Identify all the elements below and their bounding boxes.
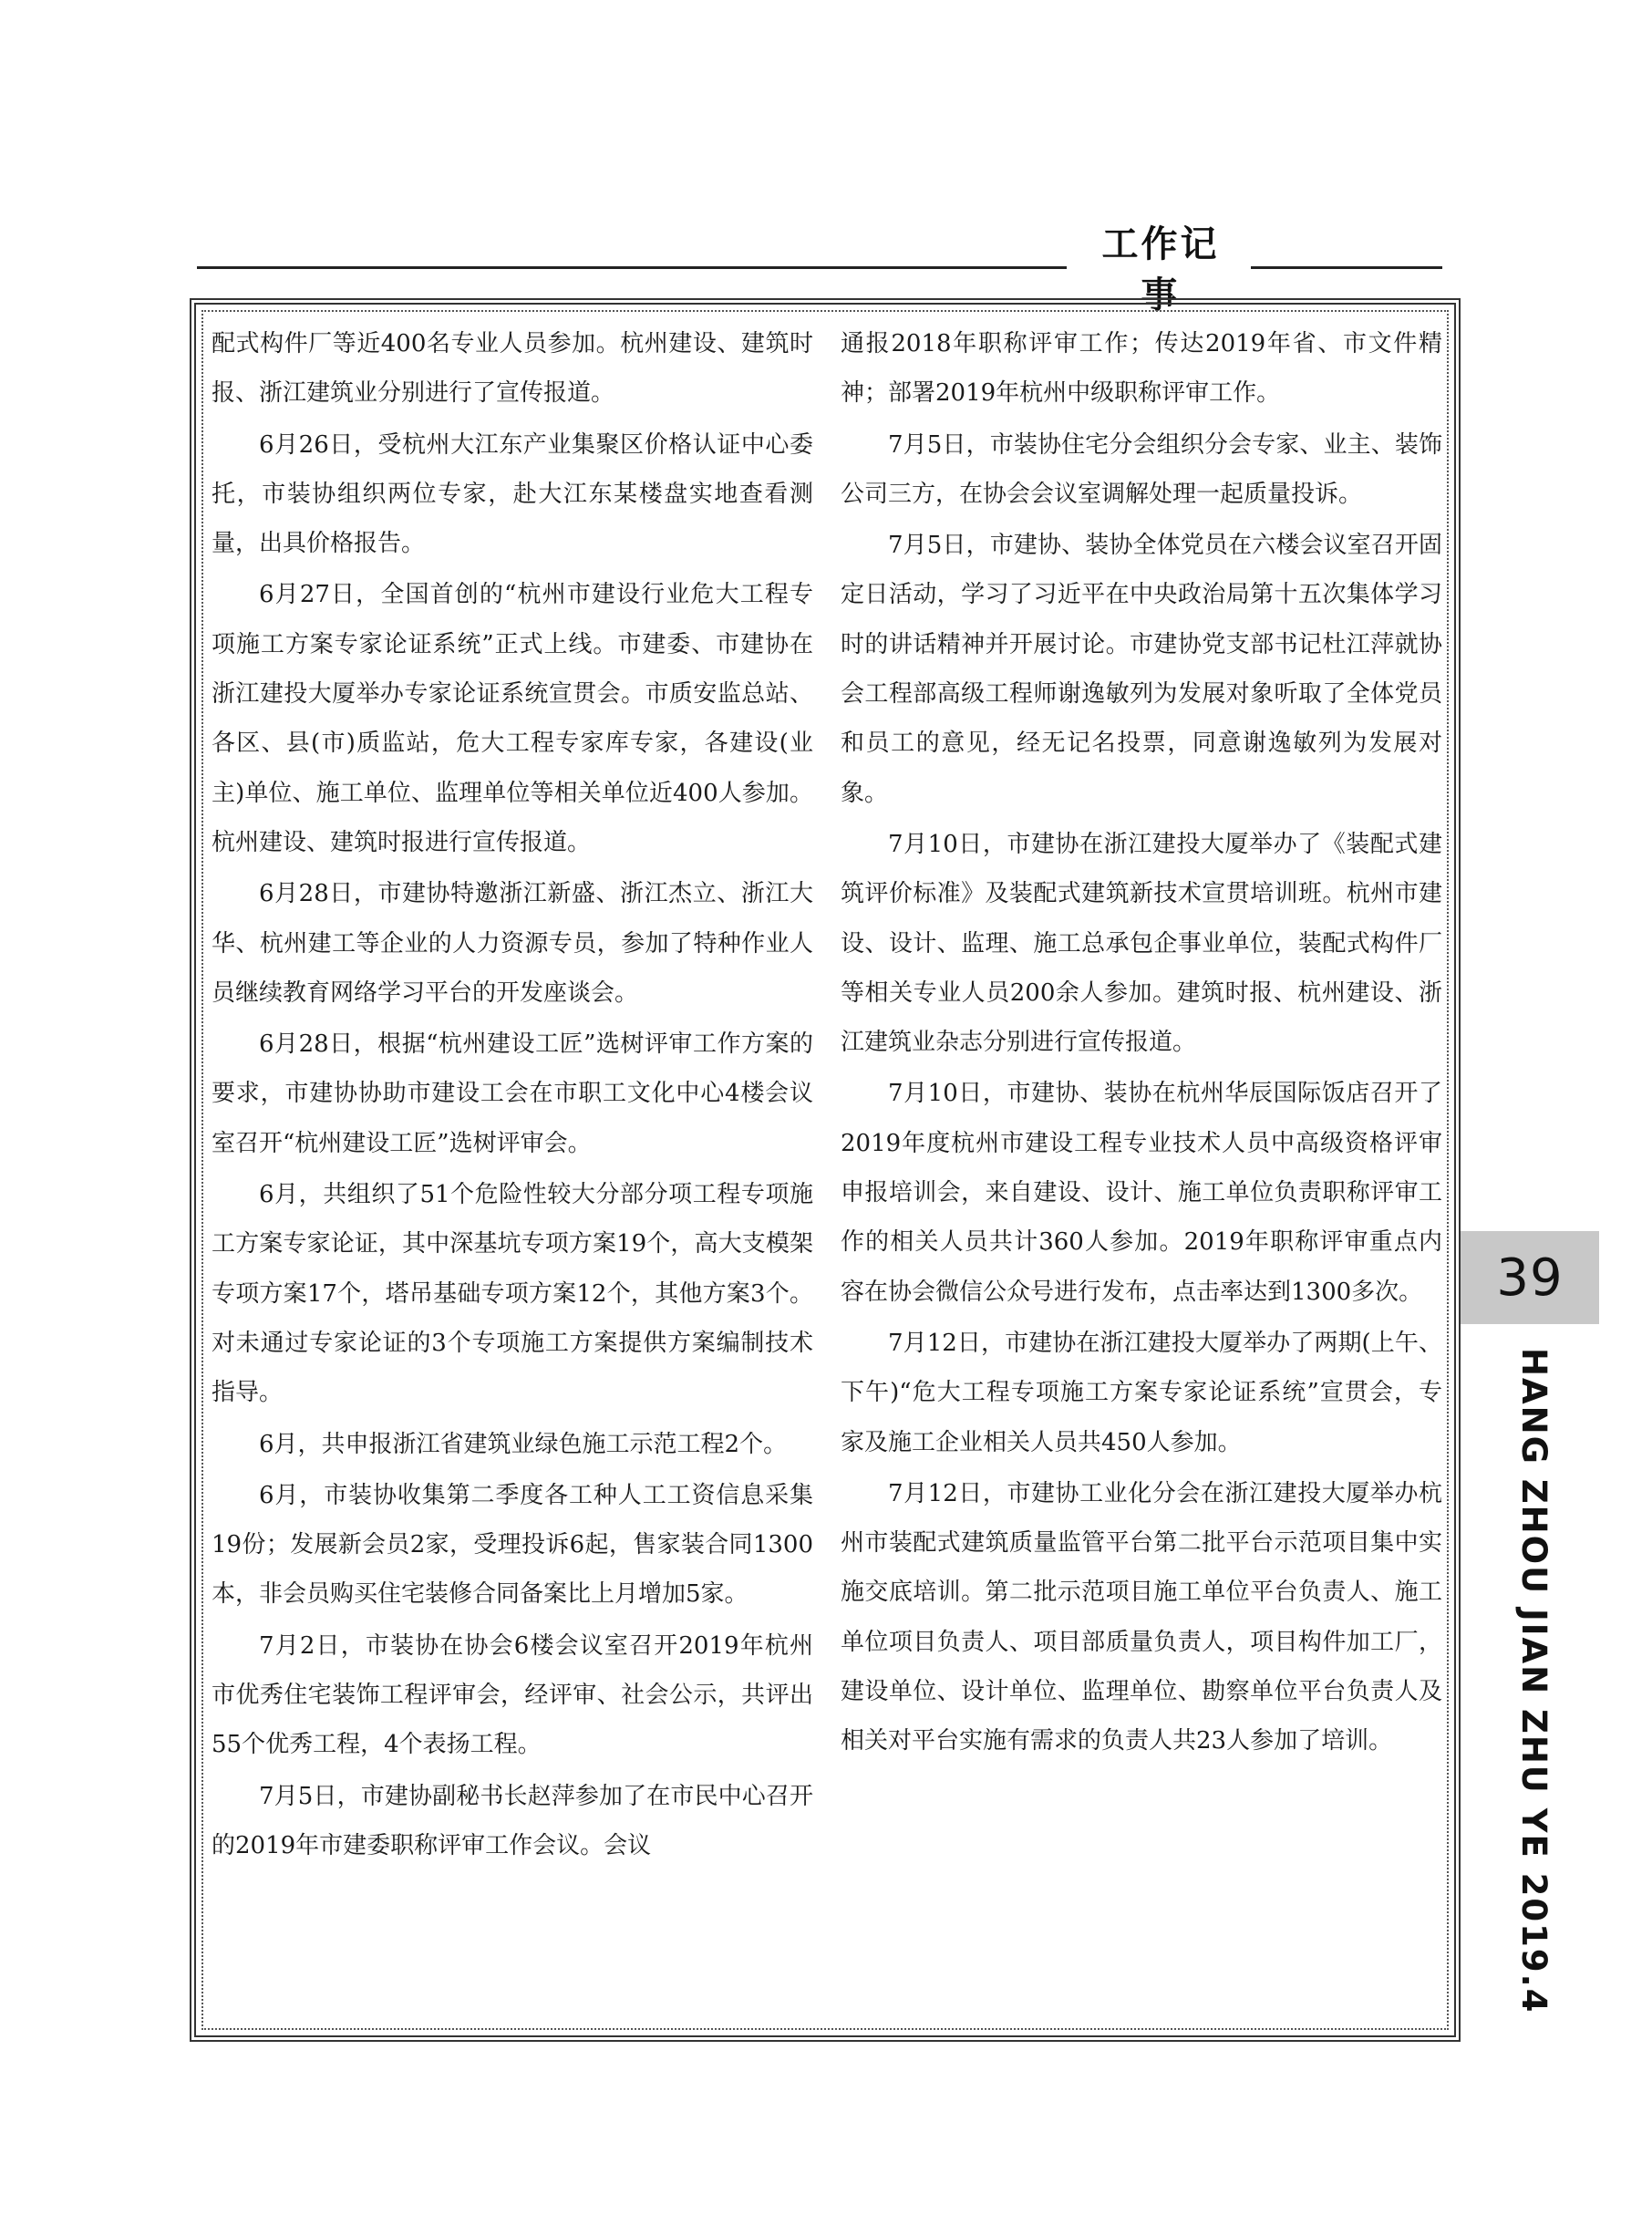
header-rule-left bbox=[197, 266, 1067, 269]
right-paragraph: 7月5日，市建协、装协全体党员在六楼会议室召开固定日活动，学习了习近平在中央政治局第十五次集体学习时的讲话精神并开展讨论。市建协党支部书记杜江萍就协会工程部高级工程师谢逸敏列为发展对象听取了全体党员和员工的意见，经无记名投票，同意谢逸敏列为发展对象。 bbox=[841, 532, 1442, 807]
right-paragraph: 7月5日，市装协住宅分会组织分会专家、业主、装饰公司三方，在协会会议室调解处理一起质量投诉。 bbox=[841, 430, 1442, 508]
right-paragraph: 7月12日，市建协工业化分会在浙江建投大厦举办杭州市装配式建筑质量监管平台第二批平台示范项目集中实施交底培训。第二批示范项目施工单位平台负责人、施工单位项目负责人、项目部质量负责人，项目构件加工厂，建设单位、设计单位、监理单位、勘察单位平台负责人及相关对平台实施有需求的负责人共23人参加了培训。 bbox=[841, 1479, 1442, 1755]
left-paragraph: 6月28日，市建协特邀浙江新盛、浙江杰立、浙江大华、杭州建工等企业的人力资源专员，参加了特种作业人员继续教育网络学习平台的开发座谈会。 bbox=[212, 880, 813, 1007]
left-paragraph: 配式构件厂等近400名专业人员参加。杭州建设、建筑时报、浙江建筑业分别进行了宣传报道。 bbox=[212, 330, 813, 408]
left-paragraph: 6月28日，根据“杭州建设工匠”选树评审工作方案的要求，市建协协助市建设工会在市职工文化中心4楼会议室召开“杭州建设工匠”选树评审会。 bbox=[212, 1030, 813, 1157]
left-paragraph: 6月，共组织了51个危险性较大分部分项工程专项施工方案专家论证，其中深基坑专项方案19个，高大支模架专项方案17个，塔吊基础专项方案12个，其他方案3个。对未通过专家论证的3个专项施工方案提供方案编制技术指导。 bbox=[212, 1181, 813, 1407]
right-paragraph: 7月10日，市建协、装协在杭州华辰国际饭店召开了2019年度杭州市建设工程专业技术人员中高级资格评审申报培训会，来自建设、设计、施工单位负责职称评审工作的相关人员共计360人参加。2019年职称评审重点内容在协会微信公众号进行发布，点击率达到1300多次。 bbox=[841, 1080, 1442, 1306]
left-paragraph: 6月27日，全国首创的“杭州市建设行业危大工程专项施工方案专家论证系统”正式上线。市建委、市建协在浙江建投大厦举办专家论证系统宣贯会。市质安监总站、各区、县(市)质监站，危大工程专家库专家，各建设(业主)单位、施工单位、监理单位等相关单位近400人参加。杭州建设、建筑时报进行宣传报道。 bbox=[212, 581, 813, 856]
section-title: 工作记事 bbox=[1101, 223, 1220, 316]
left-paragraph: 6月，市装协收集第二季度各工种人工工资信息采集19份；发展新会员2家，受理投诉6起，售家装合同1300本，非会员购买住宅装修合同备案比上月增加5家。 bbox=[212, 1481, 813, 1609]
header-rule-right bbox=[1251, 266, 1442, 269]
left-paragraph: 6月，共申报浙江省建筑业绿色施工示范工程2个。 bbox=[259, 1430, 788, 1458]
page-number-tab bbox=[1461, 1231, 1599, 1324]
right-paragraph: 7月12日，市建协在浙江建投大厦举办了两期(上午、下午)“危大工程专项施工方案专家论证系统”宣贯会，专家及施工企业相关人员共450人参加。 bbox=[841, 1329, 1442, 1456]
right-column bbox=[841, 319, 1442, 1768]
left-paragraph: 6月26日，受杭州大江东产业集聚区价格认证中心委托，市装协组织两位专家，赴大江东某楼盘实地查看测量，出具价格报告。 bbox=[212, 430, 813, 558]
right-paragraph: 7月10日，市建协在浙江建投大厦举办了《装配式建筑评价标准》及装配式建筑新技术宣贯培训班。杭州市建设、设计、监理、施工总承包企事业单位，装配式构件厂等相关专业人员200余人参加。建筑时报、杭州建设、浙江建筑业杂志分别进行宣传报道。 bbox=[841, 830, 1442, 1057]
right-paragraph: 通报2018年职称评审工作；传达2019年省、市文件精神；部署2019年杭州中级职称评审工作。 bbox=[841, 330, 1442, 408]
left-column bbox=[212, 319, 813, 1872]
journal-tag: HANG ZHOU JIAN ZHU YE 2019.4 bbox=[1514, 1348, 1554, 2014]
left-paragraph: 7月5日，市建协副秘书长赵萍参加了在市民中心召开的2019年市建委职称评审工作会议。会议 bbox=[212, 1782, 813, 1859]
left-paragraph: 7月2日，市装协在协会6楼会议室召开2019年杭州市优秀住宅装饰工程评审会，经评审、社会公示，共评出55个优秀工程，4个表扬工程。 bbox=[212, 1631, 813, 1759]
page-number: 39 bbox=[1496, 1248, 1564, 1308]
